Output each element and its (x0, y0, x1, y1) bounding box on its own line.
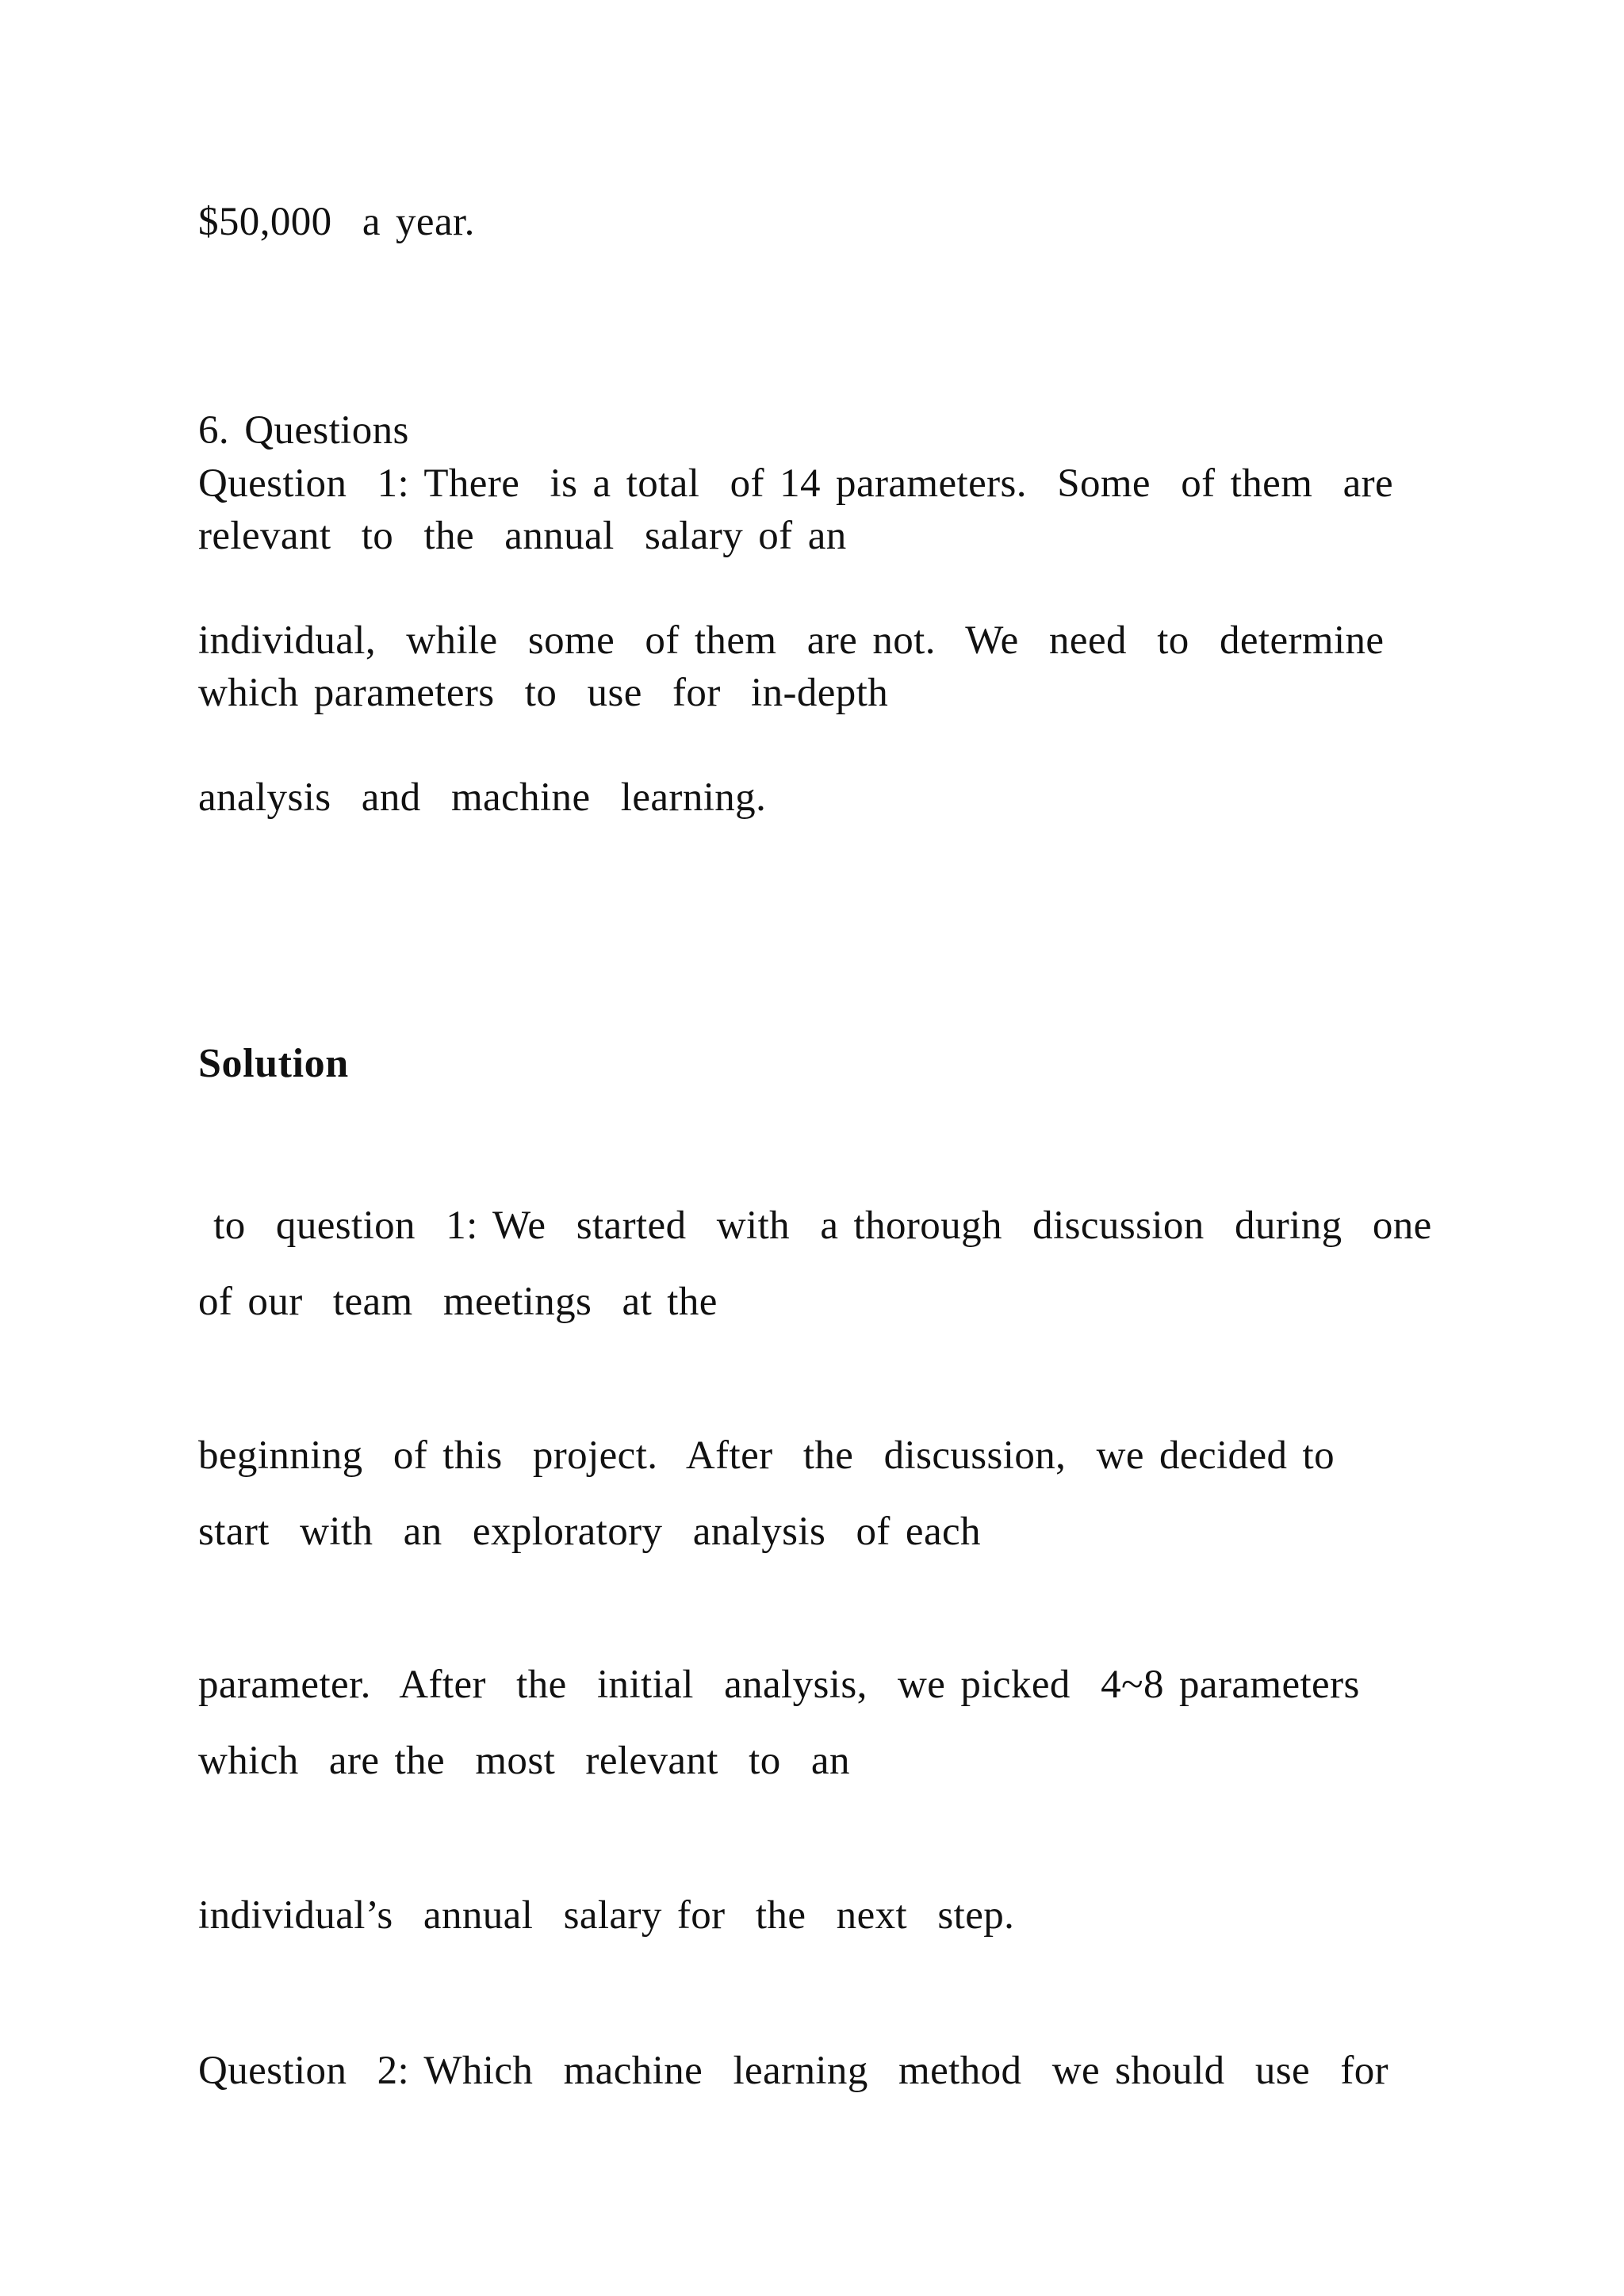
text-line-question-1c: individual, while some of them are not. We need to determine (198, 618, 1385, 663)
text-line-question-1a: Question 1: There is a total of 14 parameters. Some of them are (198, 461, 1394, 506)
text-line-solution-1e: parameter. After the initial analysis, we picked 4~8 parameters (198, 1663, 1360, 1707)
text-line-question-2: Question 2: Which machine learning method we should use for (198, 2049, 1388, 2093)
text-line-question-1b: relevant to the annual salary of an (198, 514, 847, 558)
text-line-solution-1b: of our team meetings at the (198, 1280, 718, 1324)
text-line-question-1d: which parameters to use for in-depth (198, 671, 889, 715)
text-line-salary: $50,000 a year. (198, 200, 475, 244)
text-line-solution-1c: beginning of this project. After the discussion, we decided to (198, 1433, 1335, 1478)
section-title-questions: 6. Questions (198, 408, 409, 453)
text-line-question-1e: analysis and machine learning. (198, 775, 767, 820)
text-line-solution-1a: to question 1: We started with a thorough discussion during one (198, 1203, 1432, 1248)
text-line-solution-1f: which are the most relevant to an (198, 1739, 850, 1783)
text-line-solution-1d: start with an exploratory analysis of each (198, 1510, 981, 1554)
solution-heading: Solution (198, 1041, 349, 1086)
text-line-solution-1g: individual’s annual salary for the next step. (198, 1893, 1015, 1938)
